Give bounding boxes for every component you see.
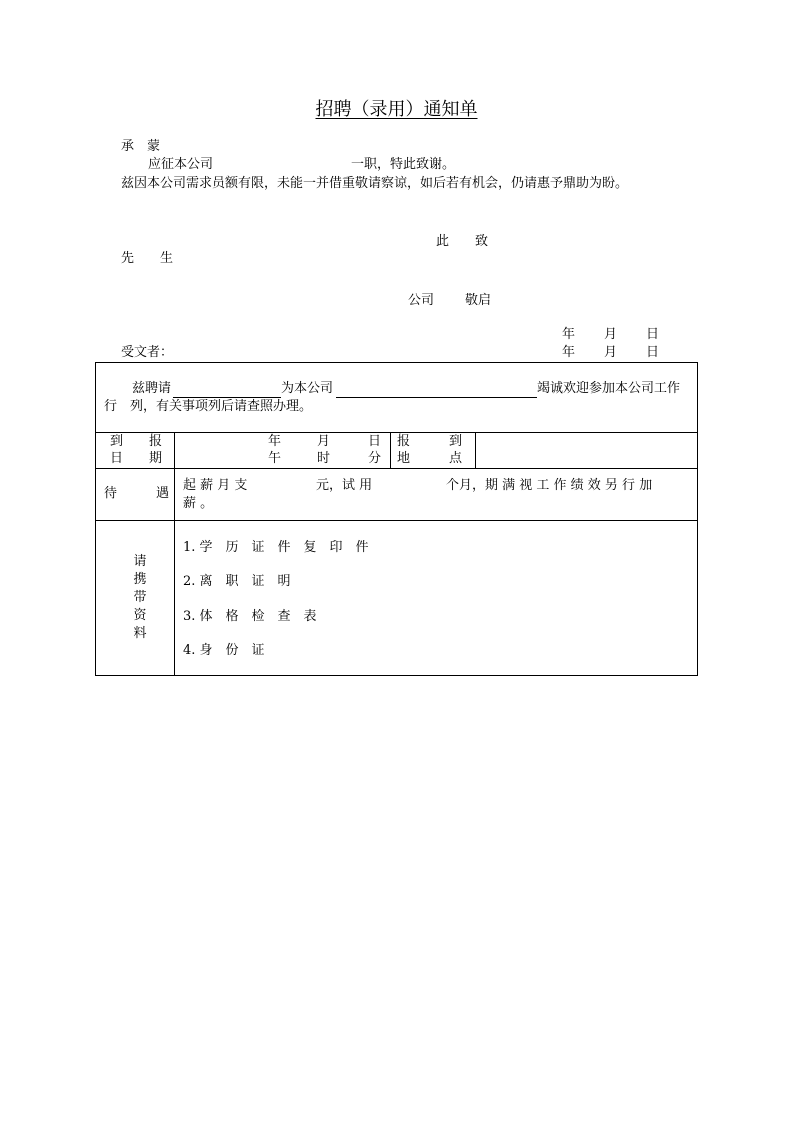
date2-year: 年 — [562, 345, 576, 360]
report-place-label-1: 报 到 — [397, 434, 463, 449]
addressee-title: 先 生 — [121, 251, 174, 266]
date1-day: 日 — [646, 327, 660, 342]
row-divider — [96, 468, 697, 469]
row-divider — [96, 520, 697, 521]
material-item: 4. 身 份 证 — [183, 643, 265, 658]
material-item: 2. 离 职 证 明 — [183, 574, 291, 589]
time-unit-hour: 时 — [317, 451, 331, 466]
time-unit-noon: 午 — [268, 451, 282, 466]
time-unit-minute: 分 — [368, 451, 382, 466]
salary-label: 待 遇 — [104, 486, 170, 501]
intro-prefix: 兹聘请 — [132, 381, 172, 396]
date-unit-day: 日 — [368, 434, 382, 449]
signature-respect: 敬启 — [465, 293, 492, 308]
salary-text-1b: 元，试 用 — [316, 478, 373, 493]
report-date-label-2: 日 期 — [110, 451, 163, 466]
applied-position-suffix: 一职，特此致谢。 — [351, 157, 456, 172]
date2-day: 日 — [646, 345, 660, 360]
material-item: 3. 体 格 检 查 表 — [183, 609, 317, 624]
closing-text: 此 致 — [436, 234, 489, 249]
salary-text-2: 薪 。 — [183, 496, 214, 511]
date-unit-year: 年 — [268, 434, 282, 449]
salary-text-1a: 起 薪 月 支 — [183, 478, 248, 493]
intro-mid: 为本公司 — [281, 381, 334, 396]
date1-year: 年 — [562, 327, 576, 342]
report-place-label-2: 地 点 — [397, 451, 463, 466]
hire-position-field[interactable] — [336, 380, 537, 398]
date1-month: 月 — [604, 327, 618, 342]
materials-label: 请 携 带 资 料 — [133, 554, 147, 641]
document-title: 招聘（录用）通知单 — [315, 99, 478, 120]
report-place-field[interactable] — [477, 433, 697, 467]
date-unit-month: 月 — [317, 434, 331, 449]
report-date-label-1: 到 报 — [110, 434, 163, 449]
signature-company: 公司 — [408, 293, 435, 308]
date2-month: 月 — [604, 345, 618, 360]
column-divider — [390, 432, 391, 468]
regret-text: 兹因本公司需求员额有限，未能一并借重敬请察谅，如后若有机会，仍请惠予鼎助为盼。 — [121, 176, 629, 191]
material-item: 1. 学 历 证 件 复 印 件 — [183, 540, 369, 555]
column-divider — [174, 432, 175, 676]
offer-form-table — [95, 362, 698, 676]
applied-position-prefix: 应征本公司 — [148, 157, 214, 172]
intro-line2: 行 列，有关事项列后请查照办理。 — [104, 399, 313, 414]
salary-text-1c: 个月，期 满 视 工 作 绩 效 另 行 加 — [446, 478, 653, 493]
intro-suffix: 竭诚欢迎参加本公司工作 — [537, 381, 681, 396]
salutation: 承 蒙 — [121, 139, 161, 154]
column-divider — [475, 432, 476, 468]
recipient-label: 受文者： — [121, 345, 174, 360]
hire-name-field[interactable] — [173, 380, 281, 398]
